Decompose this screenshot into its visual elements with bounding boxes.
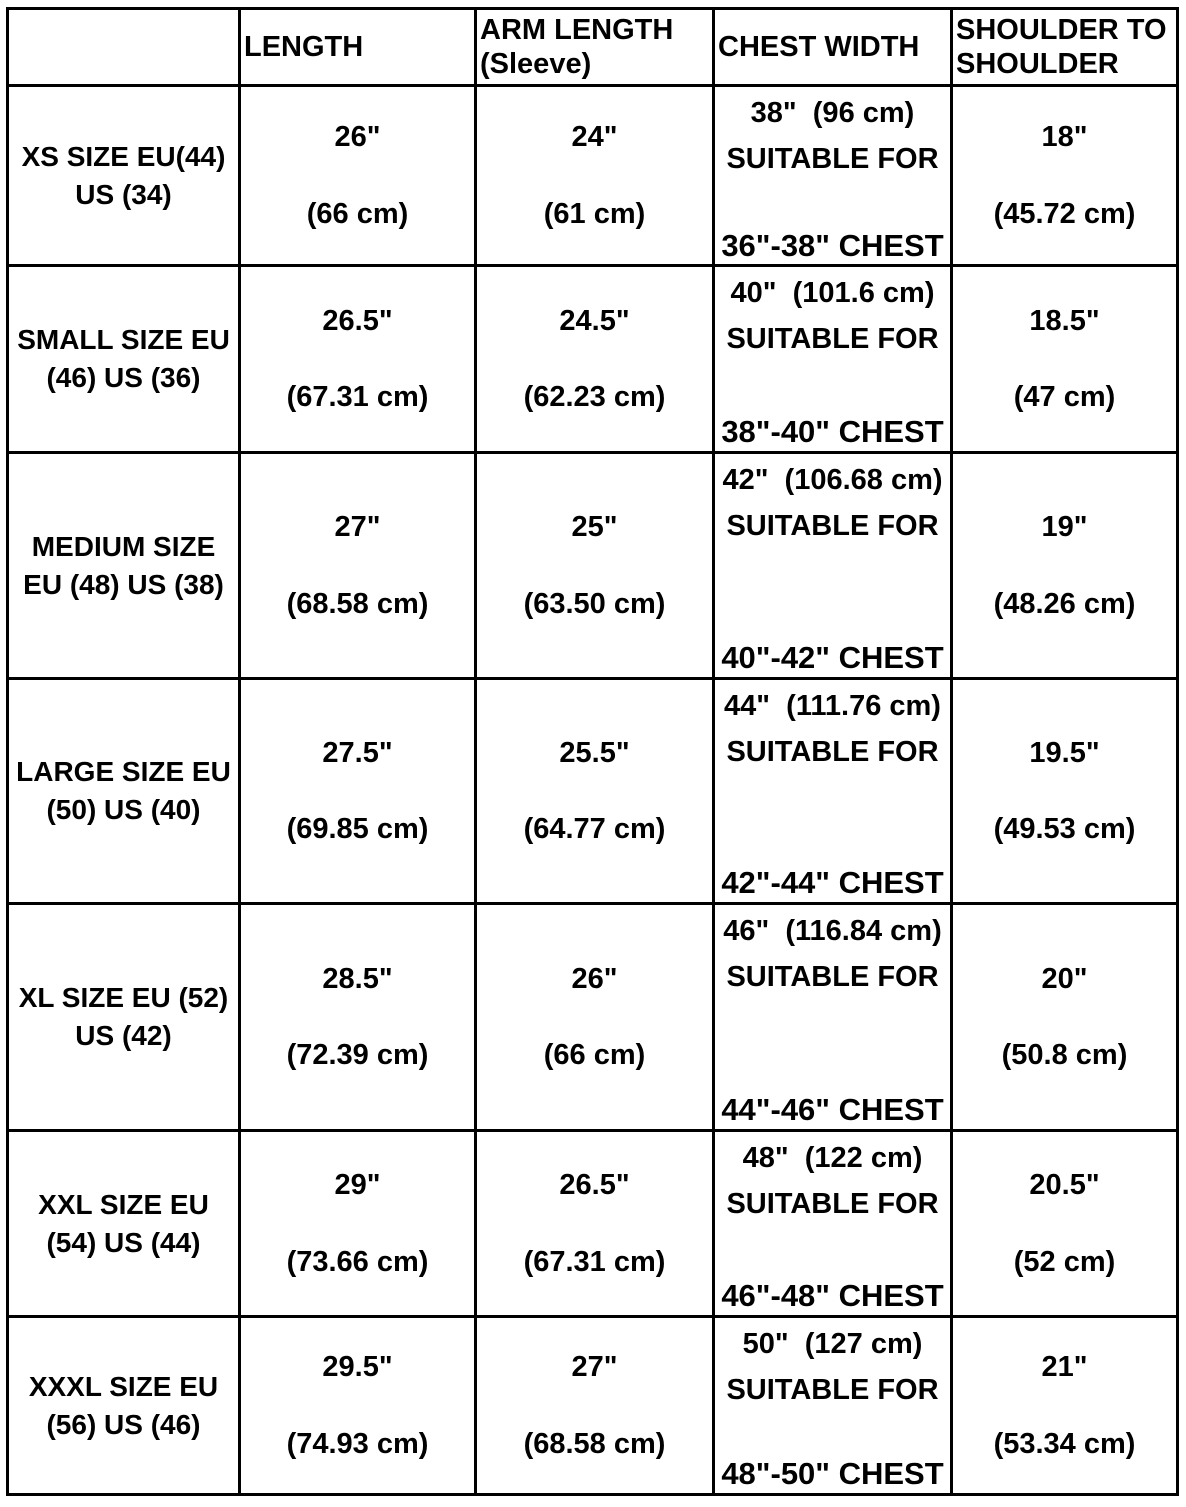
chest-size-text: 44" (111.76 cm) SUITABLE FOR bbox=[724, 690, 950, 769]
shoulder-cm: (48.26 cm) bbox=[993, 587, 1136, 620]
arm-length-cell bbox=[476, 679, 714, 904]
length-cell bbox=[240, 453, 476, 679]
arm-inches: 27" bbox=[571, 1351, 618, 1384]
chest-width-cell bbox=[714, 1317, 952, 1495]
size-label: MEDIUM SIZE EU (48) US (38) bbox=[8, 453, 240, 679]
table-row-xs bbox=[8, 86, 1178, 266]
chest-range-text: 44"-46" CHEST bbox=[721, 1092, 944, 1128]
table-row-xxl bbox=[8, 1131, 1178, 1317]
arm-cm: (61 cm) bbox=[543, 197, 646, 230]
shoulder-cm: (47 cm) bbox=[1013, 381, 1116, 413]
length-cm: (67.31 cm) bbox=[286, 381, 429, 413]
chest-range-text: 38"-40" CHEST bbox=[721, 414, 944, 450]
length-cm: (68.58 cm) bbox=[286, 587, 429, 620]
chest-size-text: 50" (127 cm) SUITABLE FOR bbox=[726, 1328, 939, 1407]
shoulder-inches: 20.5" bbox=[1029, 1169, 1100, 1202]
chest-size-text: 46" (116.84 cm) SUITABLE FOR bbox=[723, 915, 950, 994]
shoulder-inches: 21" bbox=[1041, 1351, 1088, 1384]
chest-size-text: 38" (96 cm) SUITABLE FOR bbox=[726, 96, 939, 175]
size-label: SMALL SIZE EU (46) US (36) bbox=[8, 266, 240, 453]
chest-width-cell bbox=[714, 86, 952, 266]
table-row-medium bbox=[8, 453, 1178, 679]
length-cm: (74.93 cm) bbox=[286, 1427, 429, 1460]
table-row-small bbox=[8, 266, 1178, 453]
arm-length-cell bbox=[476, 1317, 714, 1495]
chest-size-text: 42" (106.68 cm) SUITABLE FOR bbox=[722, 464, 951, 543]
chest-size-text: 40" (101.6 cm) SUITABLE FOR bbox=[726, 277, 943, 356]
arm-inches: 26" bbox=[571, 962, 618, 995]
arm-cm: (63.50 cm) bbox=[523, 587, 666, 620]
length-inches: 26.5" bbox=[322, 304, 393, 337]
length-inches: 26" bbox=[334, 121, 381, 154]
length-cell bbox=[240, 904, 476, 1131]
arm-inches: 25.5" bbox=[559, 736, 630, 769]
chest-range-text: 42"-44" CHEST bbox=[721, 865, 944, 901]
size-label: XL SIZE EU (52) US (42) bbox=[8, 904, 240, 1131]
arm-length-cell bbox=[476, 453, 714, 679]
length-cm: (72.39 cm) bbox=[286, 1039, 429, 1071]
arm-length-cell bbox=[476, 1131, 714, 1317]
shoulder-cm: (52 cm) bbox=[1013, 1245, 1116, 1278]
length-inches: 28.5" bbox=[322, 962, 393, 995]
shoulder-cell bbox=[952, 1317, 1178, 1495]
length-cell bbox=[240, 1317, 476, 1495]
arm-cm: (67.31 cm) bbox=[523, 1245, 666, 1278]
length-cell bbox=[240, 679, 476, 904]
shoulder-cm: (50.8 cm) bbox=[1001, 1039, 1128, 1071]
arm-cm: (62.23 cm) bbox=[523, 381, 666, 413]
shoulder-inches: 20" bbox=[1041, 962, 1088, 995]
arm-cm: (66 cm) bbox=[543, 1039, 646, 1071]
length-cm: (73.66 cm) bbox=[286, 1245, 429, 1278]
shoulder-cell bbox=[952, 86, 1178, 266]
arm-inches: 25" bbox=[571, 511, 618, 544]
shoulder-cm: (53.34 cm) bbox=[993, 1427, 1136, 1460]
shoulder-cell bbox=[952, 453, 1178, 679]
header-row bbox=[8, 9, 1178, 86]
shoulder-cell bbox=[952, 266, 1178, 453]
shoulder-inches: 19.5" bbox=[1029, 736, 1100, 769]
size-label: XXXL SIZE EU (56) US (46) bbox=[8, 1317, 240, 1495]
shoulder-cm: (45.72 cm) bbox=[993, 197, 1136, 230]
length-inches: 29" bbox=[334, 1169, 381, 1202]
chest-width-cell bbox=[714, 1131, 952, 1317]
size-label: XXL SIZE EU (54) US (44) bbox=[8, 1131, 240, 1317]
arm-inches: 26.5" bbox=[559, 1169, 630, 1202]
shoulder-inches: 18.5" bbox=[1029, 304, 1100, 337]
arm-cm: (68.58 cm) bbox=[523, 1427, 666, 1460]
shoulder-inches: 19" bbox=[1041, 511, 1088, 544]
shoulder-cell bbox=[952, 1131, 1178, 1317]
chest-range-text: 36"-38" CHEST bbox=[721, 227, 944, 263]
length-cm: (66 cm) bbox=[306, 197, 409, 230]
length-inches: 27.5" bbox=[322, 736, 393, 769]
shoulder-cell bbox=[952, 679, 1178, 904]
length-cell bbox=[240, 1131, 476, 1317]
column-header-size bbox=[8, 9, 240, 86]
column-header-chest-width: CHEST WIDTH bbox=[714, 9, 952, 86]
arm-inches: 24" bbox=[571, 121, 618, 154]
length-inches: 29.5" bbox=[322, 1351, 393, 1384]
chest-range-text: 48"-50" CHEST bbox=[721, 1456, 944, 1492]
arm-length-cell bbox=[476, 266, 714, 453]
chest-width-cell bbox=[714, 453, 952, 679]
column-header-arm-length: ARM LENGTH (Sleeve) bbox=[476, 9, 714, 86]
shoulder-inches: 18" bbox=[1041, 121, 1088, 154]
length-cell bbox=[240, 266, 476, 453]
length-inches: 27" bbox=[334, 511, 381, 544]
arm-length-cell bbox=[476, 86, 714, 266]
table-row-xl bbox=[8, 904, 1178, 1131]
chest-width-cell bbox=[714, 266, 952, 453]
arm-cm: (64.77 cm) bbox=[523, 813, 666, 845]
column-header-shoulder: SHOULDER TO SHOULDER bbox=[952, 9, 1178, 86]
arm-inches: 24.5" bbox=[559, 304, 630, 337]
size-label: LARGE SIZE EU (50) US (40) bbox=[8, 679, 240, 904]
shoulder-cell bbox=[952, 904, 1178, 1131]
size-label: XS SIZE EU(44) US (34) bbox=[8, 86, 240, 266]
chest-width-cell bbox=[714, 679, 952, 904]
length-cell bbox=[240, 86, 476, 266]
arm-length-cell bbox=[476, 904, 714, 1131]
table-row-large bbox=[8, 679, 1178, 904]
chest-size-text: 48" (122 cm) SUITABLE FOR bbox=[726, 1142, 939, 1221]
length-cm: (69.85 cm) bbox=[286, 813, 429, 845]
chest-range-text: 40"-42" CHEST bbox=[721, 640, 944, 676]
table-row-xxxl bbox=[8, 1317, 1178, 1495]
chest-range-text: 46"-48" CHEST bbox=[721, 1278, 944, 1314]
chest-width-cell bbox=[714, 904, 952, 1131]
shoulder-cm: (49.53 cm) bbox=[993, 813, 1136, 845]
column-header-length: LENGTH bbox=[240, 9, 476, 86]
size-chart-table bbox=[6, 7, 1179, 1496]
